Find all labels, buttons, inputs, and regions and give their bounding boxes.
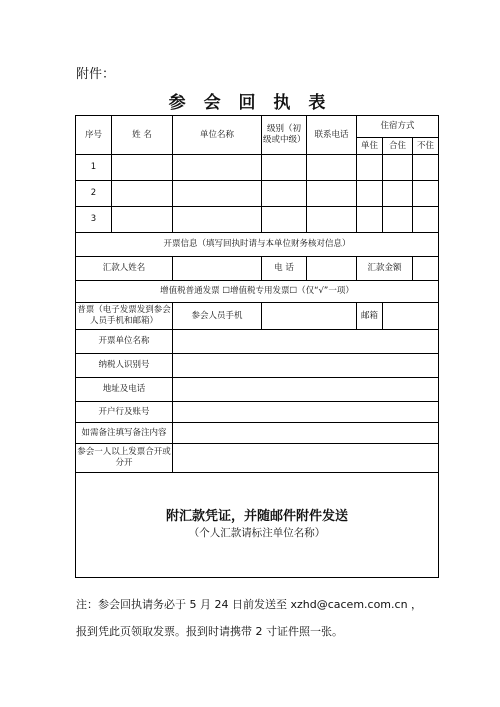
invoice-unit-label: 开票单位名称 bbox=[76, 330, 173, 354]
address-phone-field[interactable] bbox=[173, 378, 439, 402]
shared-cell[interactable] bbox=[383, 155, 413, 181]
ordinary-invoice-label: 普票（电子发票发到参会人员手机和邮箱） bbox=[76, 303, 173, 330]
name-cell[interactable] bbox=[112, 207, 173, 233]
email-field[interactable] bbox=[383, 303, 439, 330]
amount-label: 汇款金额 bbox=[357, 257, 413, 281]
row-seq: 1 bbox=[76, 155, 112, 181]
header-seq: 序号 bbox=[76, 116, 112, 155]
voucher-section bbox=[76, 473, 439, 578]
header-single: 单住 bbox=[357, 138, 383, 155]
phone-cell[interactable] bbox=[307, 207, 357, 233]
level-cell[interactable] bbox=[262, 207, 307, 233]
amount-field[interactable] bbox=[413, 257, 439, 281]
taxpayer-id-field[interactable] bbox=[173, 354, 439, 378]
split-field[interactable] bbox=[173, 444, 439, 473]
shared-cell[interactable] bbox=[383, 181, 413, 207]
bank-label: 开户行及账号 bbox=[76, 402, 173, 423]
invoice-info-heading: 开票信息（填写回执时请与本单位财务核对信息） bbox=[76, 233, 439, 257]
single-cell[interactable] bbox=[357, 207, 383, 233]
header-level: 级别（初级或中级） bbox=[262, 116, 307, 155]
attendee-phone-label: 参会人员手机 bbox=[173, 303, 262, 330]
bank-field[interactable] bbox=[173, 402, 439, 423]
tel-field[interactable] bbox=[307, 257, 357, 281]
phone-cell[interactable] bbox=[307, 155, 357, 181]
unit-cell[interactable] bbox=[173, 155, 262, 181]
attendee-phone-field[interactable] bbox=[262, 303, 357, 330]
name-cell[interactable] bbox=[112, 155, 173, 181]
single-cell[interactable] bbox=[357, 155, 383, 181]
payer-name-field[interactable] bbox=[173, 257, 262, 281]
header-phone: 联系电话 bbox=[307, 116, 357, 155]
single-cell[interactable] bbox=[357, 181, 383, 207]
name-cell[interactable] bbox=[112, 181, 173, 207]
row-seq: 2 bbox=[76, 181, 112, 207]
row-seq: 3 bbox=[76, 207, 112, 233]
note-line-2: 报到凭此页领取发票。报到时请携带 2 寸证件照一张。 bbox=[76, 625, 343, 638]
header-unit: 单位名称 bbox=[173, 116, 262, 155]
no-stay-cell[interactable] bbox=[413, 181, 439, 207]
voucher-main-text: 附汇款凭证，并随邮件附件发送 bbox=[166, 509, 349, 524]
payer-name-label: 汇款人姓名 bbox=[76, 257, 173, 281]
unit-cell[interactable] bbox=[173, 207, 262, 233]
header-lodging: 住宿方式 bbox=[357, 116, 439, 138]
taxpayer-id-label: 纳税人识别号 bbox=[76, 354, 173, 378]
invoice-unit-field[interactable] bbox=[173, 330, 439, 354]
note-line-1: 注：参会回执请务必于 5 月 24 日前发送至 xzhd@cacem.com.cn ， bbox=[76, 598, 423, 611]
shared-cell[interactable] bbox=[383, 207, 413, 233]
level-cell[interactable] bbox=[262, 155, 307, 181]
remark-field[interactable] bbox=[173, 423, 439, 444]
registration-form-table bbox=[75, 115, 439, 578]
header-shared: 合住 bbox=[383, 138, 413, 155]
unit-cell[interactable] bbox=[173, 181, 262, 207]
remark-label: 如需备注填写备注内容 bbox=[76, 423, 173, 444]
attachment-label: 附件： bbox=[76, 67, 116, 82]
voucher-sub-text: （个人汇款请标注单位名称） bbox=[188, 527, 326, 539]
phone-cell[interactable] bbox=[307, 181, 357, 207]
email-label: 邮箱 bbox=[357, 303, 383, 330]
header-name: 姓 名 bbox=[112, 116, 173, 155]
no-stay-cell[interactable] bbox=[413, 207, 439, 233]
level-cell[interactable] bbox=[262, 181, 307, 207]
page-title: 参 会 回 执 表 bbox=[168, 93, 332, 113]
split-label: 参会一人以上发票合开或分开 bbox=[76, 444, 173, 473]
header-no-stay: 不住 bbox=[413, 138, 439, 155]
no-stay-cell[interactable] bbox=[413, 155, 439, 181]
invoice-type-choice[interactable]: 增值税普通发票 ☐增值税专用发票☐（仅“√”一项） bbox=[76, 281, 439, 303]
tel-label: 电 话 bbox=[262, 257, 307, 281]
address-phone-label: 地址及电话 bbox=[76, 378, 173, 402]
